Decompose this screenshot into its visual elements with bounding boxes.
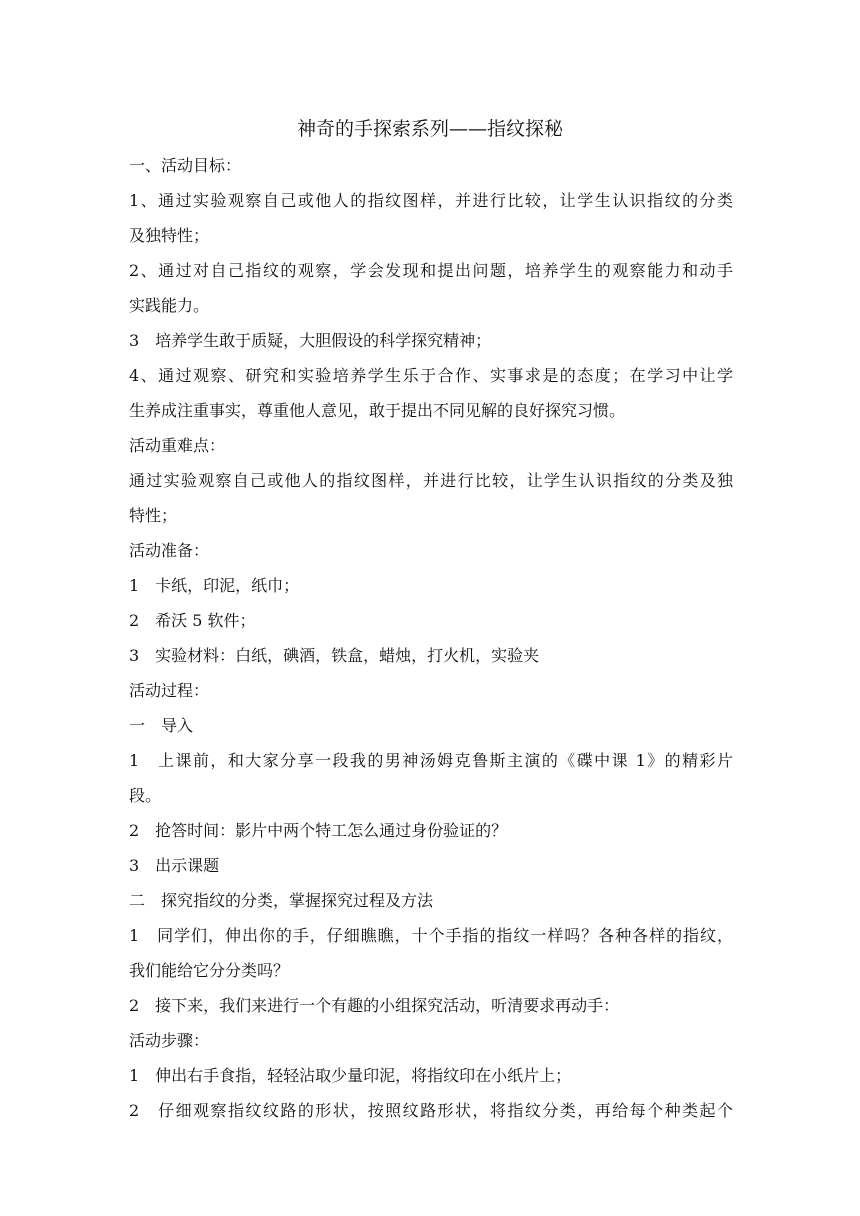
text-line: 2 接下来，我们来进行一个有趣的小组探究活动，听清要求再动手： [129, 996, 620, 1015]
text-line: 1 上课前，和大家分享一段我的男神汤姆克鲁斯主演的《碟中课 1》的精彩片 [129, 751, 733, 770]
text-line: 活动重难点： [129, 436, 226, 455]
text-line: 1 伸出右手食指，轻轻沾取少量印泥，将指纹印在小纸片上； [129, 1066, 572, 1085]
text-line: 2 抢答时间：影片中两个特工怎么通过身份验证的？ [129, 821, 508, 840]
text-line: 生养成注重事实，尊重他人意见，敢于提出不同见解的良好探究习惯。 [129, 401, 626, 420]
text-line: 3 出示课题 [129, 856, 220, 875]
text-line: 1、通过实验观察自己或他人的指纹图样，并进行比较，让学生认识指纹的分类 [129, 191, 733, 210]
text-line: 特性； [129, 506, 178, 525]
text-line: 实践能力。 [129, 296, 210, 315]
text-line: 1 卡纸，印泥，纸巾； [129, 576, 300, 595]
text-line: 我们能给它分分类吗？ [129, 961, 290, 980]
text-line: 及独特性； [129, 226, 210, 245]
text-line: 1 同学们，伸出你的手，仔细瞧瞧，十个手指的指纹一样吗？各种各样的指纹， [129, 926, 733, 945]
text-line: 2 希沃 5 软件； [129, 611, 256, 630]
text-line: 活动过程： [129, 681, 210, 700]
text-line: 通过实验观察自己或他人的指纹图样，并进行比较，让学生认识指纹的分类及独 [129, 471, 733, 490]
text-line: 4、通过观察、研究和实验培养学生乐于合作、实事求是的态度；在学习中让学 [129, 366, 733, 385]
text-line: 一、活动目标： [129, 156, 242, 175]
text-line: 段。 [129, 786, 162, 805]
text-line: 3 培养学生敢于质疑，大胆假设的科学探究精神； [129, 331, 492, 350]
text-line: 2 仔细观察指纹纹路的形状，按照纹路形状，将指纹分类，再给每个种类起个 [129, 1101, 733, 1120]
document-body [129, 148, 733, 1128]
text-line: 活动步骤： [129, 1031, 210, 1050]
text-line: 活动准备： [129, 541, 210, 560]
text-line: 一 导入 [129, 716, 194, 735]
text-line: 3 实验材料：白纸，碘酒，铁盒，蜡烛，打火机，实验夹 [129, 646, 540, 665]
text-line: 2、通过对自己指纹的观察，学会发现和提出问题，培养学生的观察能力和动手 [129, 261, 733, 280]
text-line: 二 探究指纹的分类，掌握探究过程及方法 [129, 891, 434, 910]
document-title: 神奇的手探索系列——指纹探秘 [296, 118, 563, 140]
